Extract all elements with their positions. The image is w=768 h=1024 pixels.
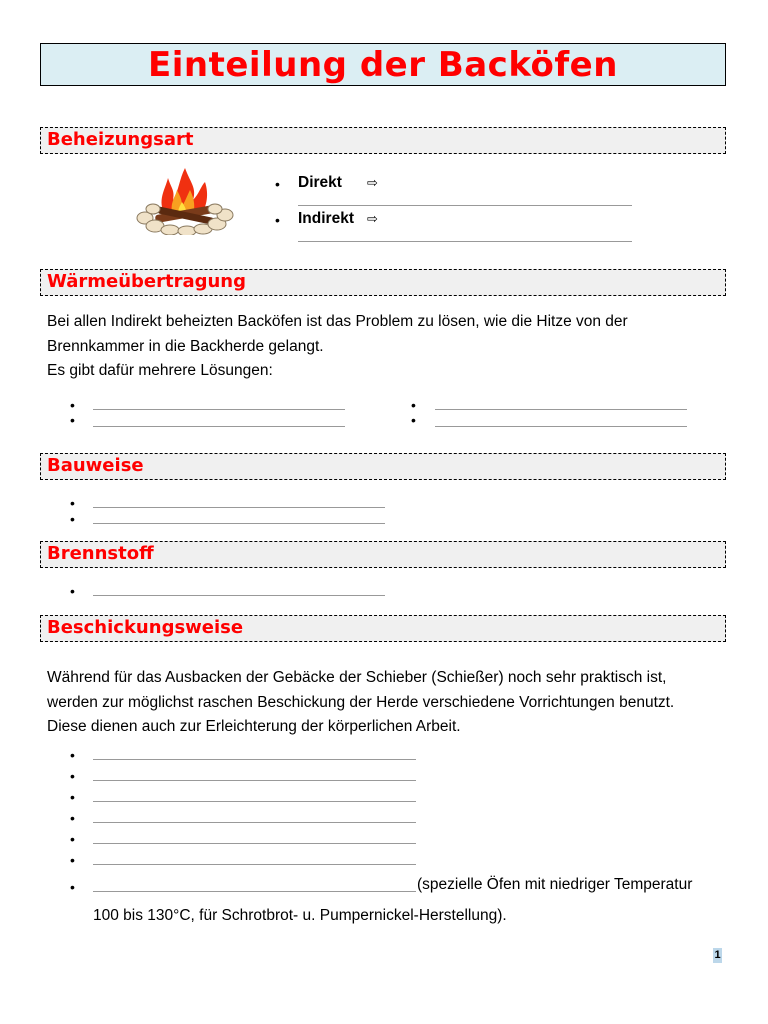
heading-brennstoff	[40, 541, 726, 568]
bullet: •	[275, 176, 280, 192]
answer-line[interactable]	[93, 507, 385, 508]
heading-beschickungsweise-text: Beschickungsweise	[47, 617, 244, 638]
heading-beheizungsart	[40, 127, 726, 154]
paragraph-line: Brennkammer in die Backherde gelangt.	[47, 337, 324, 355]
heading-bauweise-text: Bauweise	[47, 455, 144, 476]
answer-line[interactable]	[93, 822, 416, 823]
bullet: •	[70, 810, 75, 826]
arrow-right-icon: ⇨	[367, 212, 378, 227]
answer-line[interactable]	[93, 780, 416, 781]
heading-waermeuebertragung	[40, 269, 726, 296]
answer-line[interactable]	[93, 595, 385, 596]
page-number: 1	[714, 949, 721, 961]
answer-line[interactable]	[93, 801, 416, 802]
answer-line[interactable]	[93, 843, 416, 844]
paragraph-line: Bei allen Indirekt beheizten Backöfen ist das Problem zu lösen, wie die Hitze von der	[47, 313, 628, 330]
answer-line[interactable]	[298, 205, 632, 206]
paragraph-beschickung	[47, 666, 737, 740]
bullet: •	[70, 831, 75, 847]
bullet: •	[70, 789, 75, 805]
answer-line[interactable]	[93, 891, 416, 892]
label-direkt: Direkt	[298, 174, 342, 191]
paragraph-line: Während für das Ausbacken der Gebäcke der Schieber (Schießer) noch sehr praktisch ist,	[47, 669, 667, 686]
note-line-1: (spezielle Öfen mit niedriger Temperatur	[417, 876, 693, 893]
answer-line[interactable]	[93, 759, 416, 760]
bullet: •	[70, 583, 75, 599]
bullet: •	[70, 511, 75, 527]
bullet: •	[275, 212, 280, 228]
heading-waermeuebertragung-text: Wärmeübertragung	[47, 271, 247, 292]
label-indirekt: Indirekt	[298, 210, 354, 227]
paragraph-waerme	[47, 310, 737, 384]
answer-line[interactable]	[435, 426, 687, 427]
note-line-2: 100 bis 130°C, für Schrotbrot- u. Pumpernickel-Herstellung).	[93, 907, 507, 924]
bullet: •	[70, 768, 75, 784]
bullet: •	[70, 397, 75, 413]
arrow-right-icon: ⇨	[367, 176, 378, 191]
bullet: •	[411, 412, 416, 428]
answer-line[interactable]	[93, 523, 385, 524]
paragraph-line: Es gibt dafür mehrere Lösungen:	[47, 362, 273, 379]
page-title-box	[40, 43, 726, 86]
heading-brennstoff-text: Brennstoff	[47, 543, 154, 564]
answer-line[interactable]	[93, 426, 345, 427]
bullet: •	[70, 852, 75, 868]
bullet: •	[70, 412, 75, 428]
bullet: •	[411, 397, 416, 413]
bullet: •	[70, 879, 75, 895]
heading-bauweise	[40, 453, 726, 480]
bullet: •	[70, 495, 75, 511]
heading-beheizungsart-text: Beheizungsart	[47, 129, 194, 150]
heading-beschickungsweise	[40, 615, 726, 642]
answer-line[interactable]	[435, 409, 687, 410]
answer-line[interactable]	[93, 864, 416, 865]
bullet: •	[70, 747, 75, 763]
answer-line[interactable]	[93, 409, 345, 410]
answer-line[interactable]	[298, 241, 632, 242]
campfire-icon	[135, 160, 235, 235]
page-title: Einteilung der Backöfen	[148, 45, 618, 85]
paragraph-line: werden zur möglichst raschen Beschickung der Herde verschiedene Vorrichtungen benutzt.	[47, 693, 675, 711]
paragraph-line: Diese dienen auch zur Erleichterung der körperlichen Arbeit.	[47, 718, 461, 735]
